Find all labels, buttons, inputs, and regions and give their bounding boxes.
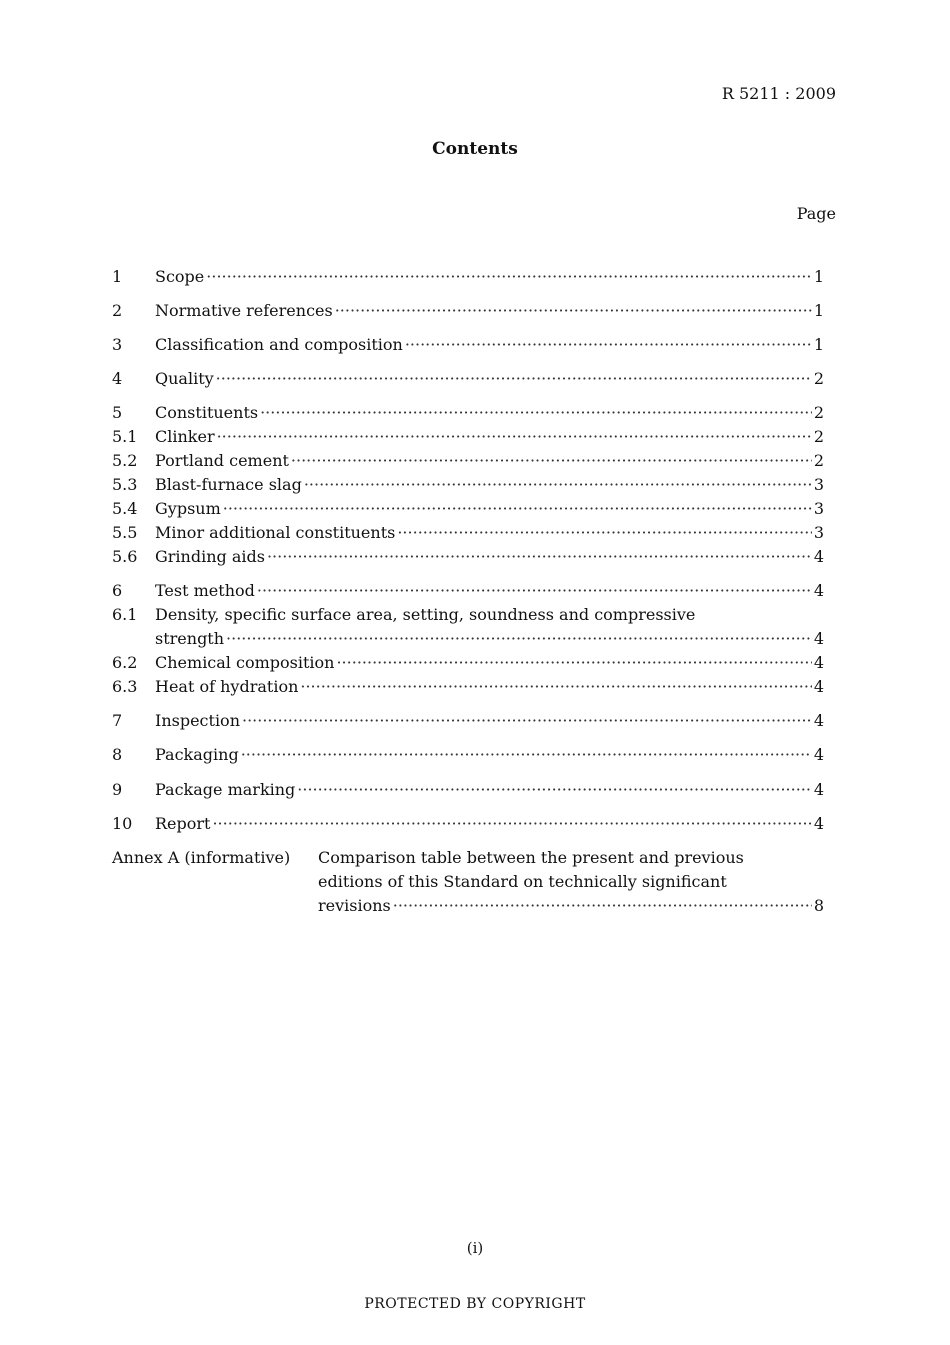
toc-number: 6.1 — [112, 605, 138, 624]
toc-number: 4 — [112, 369, 123, 388]
toc-title: Inspection — [155, 711, 240, 730]
toc-number: 5.6 — [112, 547, 138, 566]
toc-entry[interactable] — [112, 605, 824, 627]
toc-page-number: 4 — [813, 629, 824, 648]
toc-number: 10 — [112, 814, 133, 833]
toc-leader — [216, 369, 812, 388]
toc-leader — [335, 301, 812, 320]
toc-number: 5 — [112, 403, 123, 422]
toc-number: 2 — [112, 301, 123, 320]
toc-entry[interactable] — [112, 403, 824, 425]
toc-leader — [304, 475, 812, 494]
toc-title: Grinding aids — [155, 547, 265, 566]
toc-title-line1: Density, specific surface area, setting, soundness and compressive — [155, 605, 696, 624]
toc-leader — [260, 403, 812, 422]
toc-title: Report — [155, 814, 211, 833]
toc-title: Scope — [155, 267, 205, 286]
toc-title: Blast-furnace slag — [155, 475, 302, 494]
toc-entry[interactable] — [112, 335, 824, 357]
toc-leader — [297, 780, 812, 799]
annex-title-line3: revisions — [318, 896, 391, 915]
toc-leader — [336, 653, 811, 672]
toc-number: 3 — [112, 335, 123, 354]
toc-entry[interactable] — [112, 677, 824, 699]
toc-entry[interactable] — [112, 745, 824, 767]
toc-page-number: 3 — [813, 523, 824, 542]
toc-number: 1 — [112, 267, 123, 286]
toc-number: 7 — [112, 711, 123, 730]
toc-leader — [226, 629, 812, 648]
toc-title: Clinker — [155, 427, 215, 446]
toc-leader — [242, 711, 812, 730]
toc-leader — [397, 523, 811, 542]
toc-title: Gypsum — [155, 499, 221, 518]
toc-number: 6.2 — [112, 653, 138, 672]
toc-entry[interactable] — [112, 814, 824, 836]
toc-page-number: 1 — [813, 335, 824, 354]
toc-page-number: 1 — [813, 267, 824, 286]
document-code: R 5211 : 2009 — [721, 84, 836, 103]
toc-entry[interactable] — [112, 451, 824, 473]
toc-page-number: 3 — [813, 499, 824, 518]
toc-page-number: 2 — [813, 403, 824, 422]
toc-number: 5.2 — [112, 451, 138, 470]
toc-page-number: 8 — [813, 896, 824, 915]
toc-page-number: 4 — [813, 711, 824, 730]
toc-page-number: 4 — [813, 677, 824, 696]
toc-leader — [405, 335, 812, 354]
toc-leader — [257, 581, 812, 600]
toc-entry[interactable] — [112, 653, 824, 675]
toc-entry[interactable] — [112, 267, 824, 289]
toc-page-number: 2 — [813, 427, 824, 446]
toc-page-number: 4 — [813, 814, 824, 833]
toc-entry-continued[interactable] — [112, 629, 824, 651]
toc-entry[interactable] — [112, 523, 824, 545]
toc-number: 5.3 — [112, 475, 138, 494]
toc-number: 5.1 — [112, 427, 138, 446]
toc-title: Packaging — [155, 745, 239, 764]
toc-page-number: 2 — [813, 369, 824, 388]
toc-page-number: 4 — [813, 780, 824, 799]
toc-number: 6.3 — [112, 677, 138, 696]
toc-entry[interactable] — [112, 711, 824, 733]
annex-title-line2[interactable]: editions of this Standard on technically significant — [318, 872, 727, 891]
toc-title: Test method — [155, 581, 255, 600]
footer-copyright: PROTECTED BY COPYRIGHT — [364, 1296, 586, 1312]
toc-title: Portland cement — [155, 451, 289, 470]
toc-number: 9 — [112, 780, 123, 799]
toc-leader — [241, 745, 812, 764]
toc-page-number: 1 — [813, 301, 824, 320]
toc-number: 6 — [112, 581, 123, 600]
toc-title: Minor additional constituents — [155, 523, 396, 542]
page-column-label: Page — [796, 204, 836, 223]
toc-title: strength — [155, 629, 225, 648]
page-title: Contents — [432, 139, 518, 159]
toc-number: 5.4 — [112, 499, 138, 518]
toc-entry[interactable] — [112, 369, 824, 391]
toc-page-number: 2 — [813, 451, 824, 470]
toc-title: Normative references — [155, 301, 333, 320]
toc-leader — [291, 451, 812, 470]
annex-label: Annex A (informative) — [112, 848, 291, 867]
toc-entry[interactable] — [112, 301, 824, 323]
toc-title: Chemical composition — [155, 653, 335, 672]
toc-leader — [267, 547, 812, 566]
toc-entry[interactable] — [112, 581, 824, 603]
toc-page-number: 3 — [813, 475, 824, 494]
toc-page-number: 4 — [813, 745, 824, 764]
toc-page-number: 4 — [813, 581, 824, 600]
toc-leader — [223, 499, 812, 518]
toc-title: Heat of hydration — [155, 677, 299, 696]
toc-entry[interactable] — [112, 780, 824, 802]
toc-leader — [206, 267, 812, 286]
toc-number: 8 — [112, 745, 123, 764]
toc-number: 5.5 — [112, 523, 138, 542]
toc-title: Constituents — [155, 403, 259, 422]
toc-page-number: 4 — [813, 653, 824, 672]
toc-entry[interactable] — [112, 499, 824, 521]
annex-entry-last-line[interactable] — [318, 896, 824, 915]
toc-leader — [300, 677, 811, 696]
footer-page-number: (i) — [466, 1239, 484, 1257]
toc-leader — [217, 427, 812, 446]
toc-leader — [393, 896, 812, 915]
toc-title: Quality — [155, 369, 214, 388]
toc-leader — [212, 814, 811, 833]
toc-title: Classification and composition — [155, 335, 403, 354]
toc-entry[interactable] — [112, 475, 824, 497]
toc-entry[interactable] — [112, 547, 824, 569]
annex-title-line1[interactable]: Comparison table between the present and previous — [318, 848, 744, 867]
toc-page-number: 4 — [813, 547, 824, 566]
toc-entry[interactable] — [112, 427, 824, 449]
toc-title: Package marking — [155, 780, 296, 799]
